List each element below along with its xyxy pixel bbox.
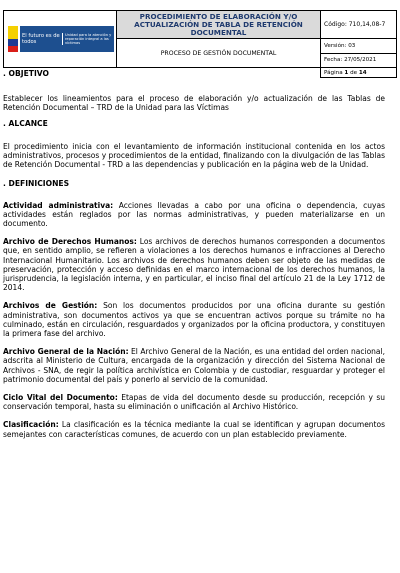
- definition-text: Los archivos de derechos humanos corresponden a documentos que, en sentido amplio, se refieren a violaciones a los derechos humanos e infracciones al Derecho Internacional Humanitario. Los archivos de derechos humanos deben ser objeto de las medidas de preservación, protección y acceso definidas en el marco internacional de los derechos humanos, la jurisprudencia, la legislación interna, y en particular, el inciso final del artículo 21 de la Ley 1712 de 2014.: [3, 237, 385, 293]
- logo-slogan: El futuro es de todos: [22, 33, 60, 45]
- document-title: PROCEDIMIENTO DE ELABORACIÓN Y/O ACTUALIZACIÓN DE TABLA DE RETENCIÓN DOCUMENTAL: [117, 11, 321, 39]
- definition-item: [3, 393, 385, 411]
- definition-item: [3, 201, 385, 229]
- document-date: Fecha: 27/05/2021: [321, 53, 397, 68]
- definition-text: La clasificación es la técnica mediante la cual se identifican y agrupan documentos semejantes con características comunes, de acuerdo con un plan establecido previamente.: [3, 420, 385, 439]
- document-header: [3, 10, 397, 78]
- colombia-flag-icon: [8, 26, 18, 52]
- unidad-victimas-logo: [20, 26, 114, 52]
- section-heading-objetivo: . OBJETIVO: [3, 69, 49, 78]
- definition-text: Etapas de vida del documento desde su producción, recepción y su conservación temporal, hasta su eliminación o unificación al Archivo Histórico.: [3, 393, 385, 412]
- definition-term: Archivo de Derechos Humanos:: [3, 237, 137, 247]
- document-code: Código: 710,14,08-7: [321, 11, 397, 39]
- definition-term: Archivo General de la Nación:: [3, 347, 129, 357]
- definition-term: Ciclo Vital del Documento:: [3, 393, 118, 403]
- definition-item: [3, 301, 385, 338]
- definition-item: [3, 237, 385, 292]
- definition-item: [3, 420, 385, 438]
- definition-term: Clasificación:: [3, 420, 59, 430]
- definition-term: Archivos de Gestión:: [3, 301, 98, 311]
- logo-cell: [4, 11, 117, 68]
- document-body: [3, 69, 385, 439]
- alcance-text: El procedimiento inicia con el levantamiento de información institucional contenida en los actos administrativos, procesos y procedimientos de la entidad, finalizando con la divulgación de las Tablas de Retención Documental - TRD a las dependencias y publicación en la página web de la Unidad.: [3, 141, 385, 170]
- process-name: PROCESO DE GESTIÓN DOCUMENTAL: [117, 39, 321, 68]
- objetivo-text: Establecer los lineamientos para el proceso de elaboración y/o actualización de las Tablas de Retención Documental – TRD de la Unidad para las Víctimas: [3, 94, 385, 113]
- definition-text: Son los documentos producidos por una oficina durante su gestión administrativa, son documentos activos ya que se encuentran activos porque su trámite no ha culminado, están en circulación, resguardados y organizados por la oficina productora, y constituyen la primera fase del archivo.: [3, 301, 385, 339]
- definition-item: [3, 347, 385, 384]
- definition-term: Actividad administrativa:: [3, 200, 114, 210]
- logo-entity-name: Unidad para la atención y reparación integral a las víctimas: [62, 33, 112, 46]
- definition-text: Acciones llevadas a cabo por una oficina o dependencia, cuyas actividades están reglados por las normas administrativas, y pueden materializarse en un documento.: [3, 200, 385, 229]
- section-heading-definiciones: . DEFINICIONES: [3, 179, 70, 189]
- definition-text: El Archivo General de la Nación, es una entidad del orden nacional, adscrita al Ministerio de Cultura, encargada de la organización y dirección del Sistema Nacional de Archivos - SNA, de regir la política archivística en Colombia y de custodiar, resguardar y proteger el patrimonio documental del país y ponerlo al servicio de la comunidad.: [3, 347, 385, 384]
- section-heading-alcance: . ALCANCE: [3, 118, 48, 128]
- document-version: Versión: 03: [321, 39, 397, 54]
- page-number: Página 1 de 14: [321, 68, 397, 78]
